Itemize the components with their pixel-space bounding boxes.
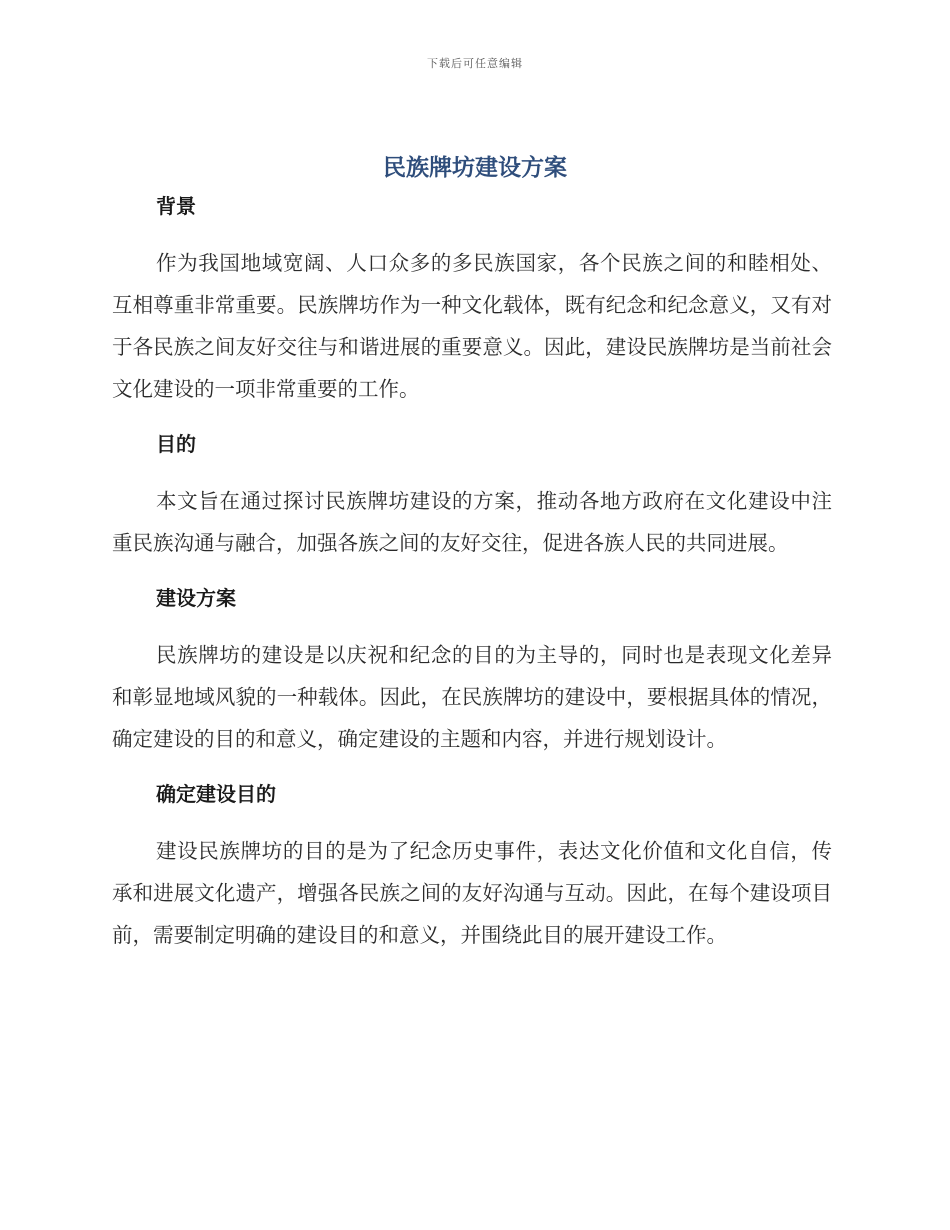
section-paragraph: 作为我国地域宽阔、人口众多的多民族国家，各个民族之间的和睦相处、互相尊重非常重要。民族牌坊作为一种文化载体，既有纪念和纪念意义，又有对于各民族之间友好交往与和谐进展的重要意义。因此，建设民族牌坊是当前社会文化建设的一项非常重要的工作。 [112,251,832,401]
section-purpose [112,428,832,564]
section-heading: 建设方案 [156,586,236,610]
section-define-goals [112,778,832,956]
header-note: 下载后可任意编辑 [427,57,523,70]
section-paragraph: 建设民族牌坊的目的是为了纪念历史事件，表达文化价值和文化自信，传承和进展文化遗产，增强各民族之间的友好沟通与互动。因此，在每个建设项目前，需要制定明确的建设目的和意义，并围绕此目的展开建设工作。 [112,839,832,947]
document-body [112,190,832,974]
section-background [112,190,832,410]
section-heading: 确定建设目的 [156,782,276,806]
section-paragraph: 民族牌坊的建设是以庆祝和纪念的目的为主导的，同时也是表现文化差异和彰显地域风貌的一种载体。因此，在民族牌坊的建设中，要根据具体的情况，确定建设的目的和意义，确定建设的主题和内容，并进行规划设计。 [112,643,832,751]
section-construction-plan [112,582,832,760]
section-paragraph: 本文旨在通过探讨民族牌坊建设的方案，推动各地方政府在文化建设中注重民族沟通与融合，加强各族之间的友好交往，促进各族人民的共同进展。 [112,489,832,555]
section-heading: 背景 [156,194,196,218]
section-heading: 目的 [156,432,196,456]
document-title: 民族牌坊建设方案 [383,155,567,181]
